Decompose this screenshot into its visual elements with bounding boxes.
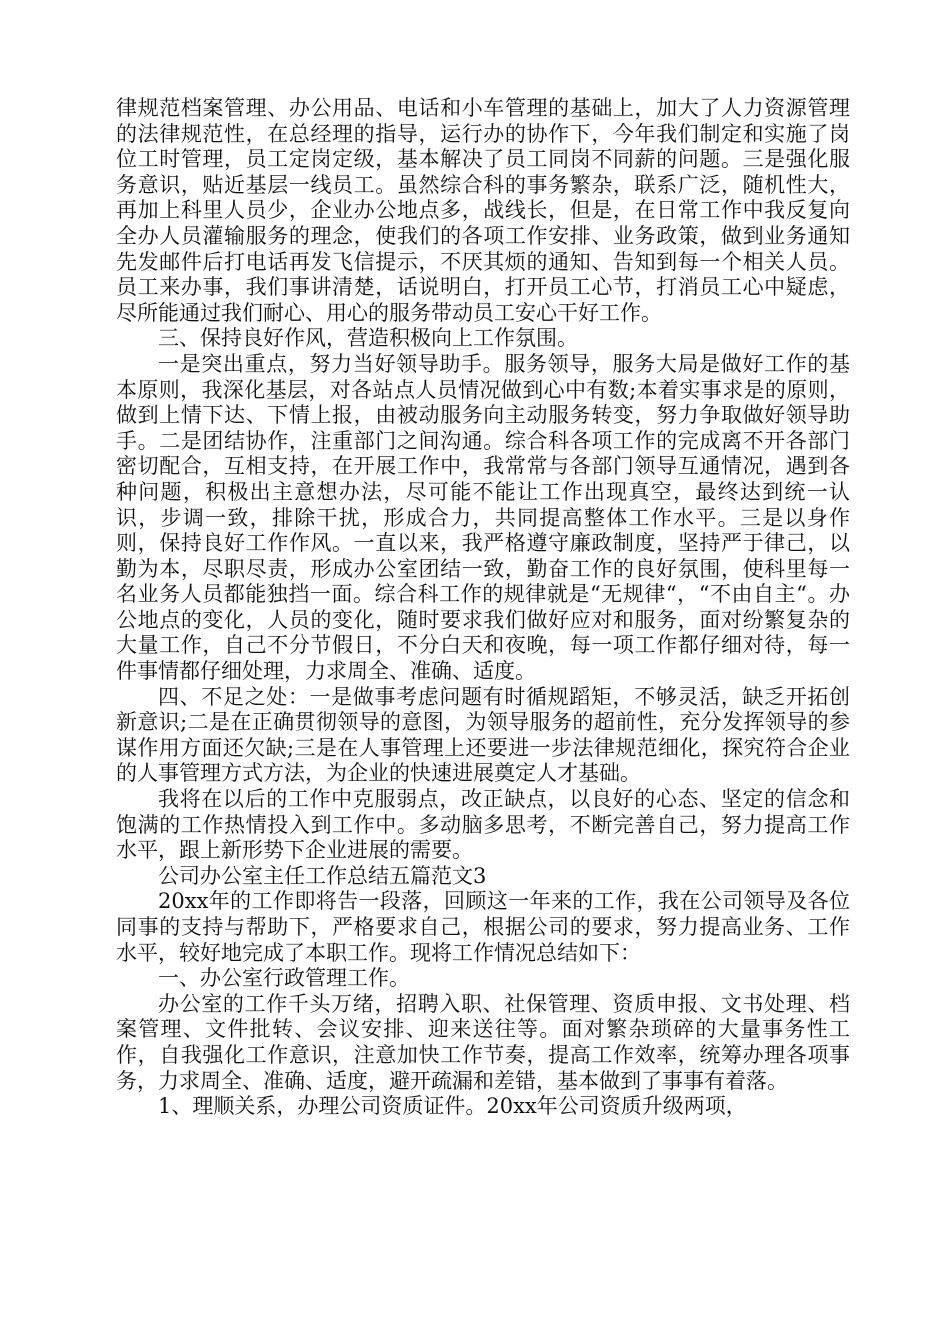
- paragraph-9: 办公室的工作千头万绪，招聘入职、社保管理、资质申报、文书处理、档案管理、文件批转、会议安排、迎来送往等。面对繁杂琐碎的大量事务性工作，自我强化工作意识，注意加快工作节奏，提高工作效率，统筹办理各项事务，力求周全、准确、适度，避开疏漏和差错，基本做到了事事有着落。: [116, 991, 850, 1093]
- document-page: [116, 96, 850, 1120]
- paragraph-7: 20xx年的工作即将告一段落，回顾这一年来的工作，我在公司领导及各位同事的支持与帮助下，严格要求自己，根据公司的要求，努力提高业务、工作水平，较好地完成了本职工作。现将工作情况总结如下：: [116, 889, 850, 965]
- paragraph-5: 我将在以后的工作中克服弱点，改正缺点，以良好的心态、坚定的信念和饱满的工作热情投入到工作中。多动脑多思考，不断完善自己，努力提高工作水平，跟上新形势下企业进展的需要。: [116, 787, 850, 863]
- paragraph-10: 1、理顺关系，办理公司资质证件。20xx年公司资质升级两项，: [158, 1094, 747, 1119]
- paragraph-4: 四、不足之处：一是做事考虑问题有时循规蹈矩，不够灵活，缺乏开拓创新意识;二是在正确贯彻领导的意图，为领导服务的超前性，充分发挥领导的参谋作用方面还欠缺;三是在人事管理上还要进一步法律规范细化，探究符合企业的人事管理方式方法，为企业的快速进展奠定人才基础。: [116, 684, 850, 786]
- paragraph-3: 一是突出重点，努力当好领导助手。服务领导，服务大局是做好工作的基本原则，我深化基层，对各站点人员情况做到心中有数;本着实事求是的原则，做到上情下达、下情上报，由被动服务向主动服务转变，努力争取做好领导助手。二是团结协作，注重部门之间沟通。综合科各项工作的完成离不开各部门密切配合，互相支持，在开展工作中，我常常与各部门领导互通情况，遇到各种问题，积极出主意想办法，尽可能不能让工作出现真空，最终达到统一认识，步调一致，排除干扰，形成合力，共同提高整体工作水平。三是以身作则，保持良好工作作风。一直以来，我严格遵守廉政制度，坚持严于律己，以勤为本，尽职尽责，形成办公室团结一致，勤奋工作的良好氛围，使科里每一名业务人员都能独挡一面。综合科工作的规律就是“无规律“，“不由自主“。办公地点的变化，人员的变化，随时要求我们做好应对和服务，面对纷繁复杂的大量工作，自己不分节假日，不分白天和夜晚，每一项工作都仔细对待，每一件事情都仔细处理，力求周全、准确、适度。: [116, 351, 850, 684]
- paragraph-2-heading: 三、保持良好作风，营造积极向上工作氛围。: [158, 326, 578, 351]
- paragraph-8-heading: 一、办公室行政管理工作。: [158, 966, 410, 991]
- section-title: 公司办公室主任工作总结五篇范文3: [158, 863, 487, 888]
- paragraph-1: 律规范档案管理、办公用品、电话和小车管理的基础上，加大了人力资源管理的法律规范性，在总经理的指导，运行办的协作下，今年我们制定和实施了岗位工时管理，员工定岗定级，基本解决了员工同岗不同薪的问题。三是强化服务意识，贴近基层一线员工。虽然综合科的事务繁杂，联系广泛，随机性大，再加上科里人员少，企业办公地点多，战线长，但是，在日常工作中我反复向全办人员灌输服务的理念，使我们的各项工作安排、业务政策，做到业务通知先发邮件后打电话再发飞信提示，不厌其烦的通知、告知到每一个相关人员。员工来办事，我们事讲清楚，话说明白，打开员工心节，打消员工心中疑虑，尽所能通过我们耐心、用心的服务带动员工安心干好工作。: [116, 96, 850, 325]
